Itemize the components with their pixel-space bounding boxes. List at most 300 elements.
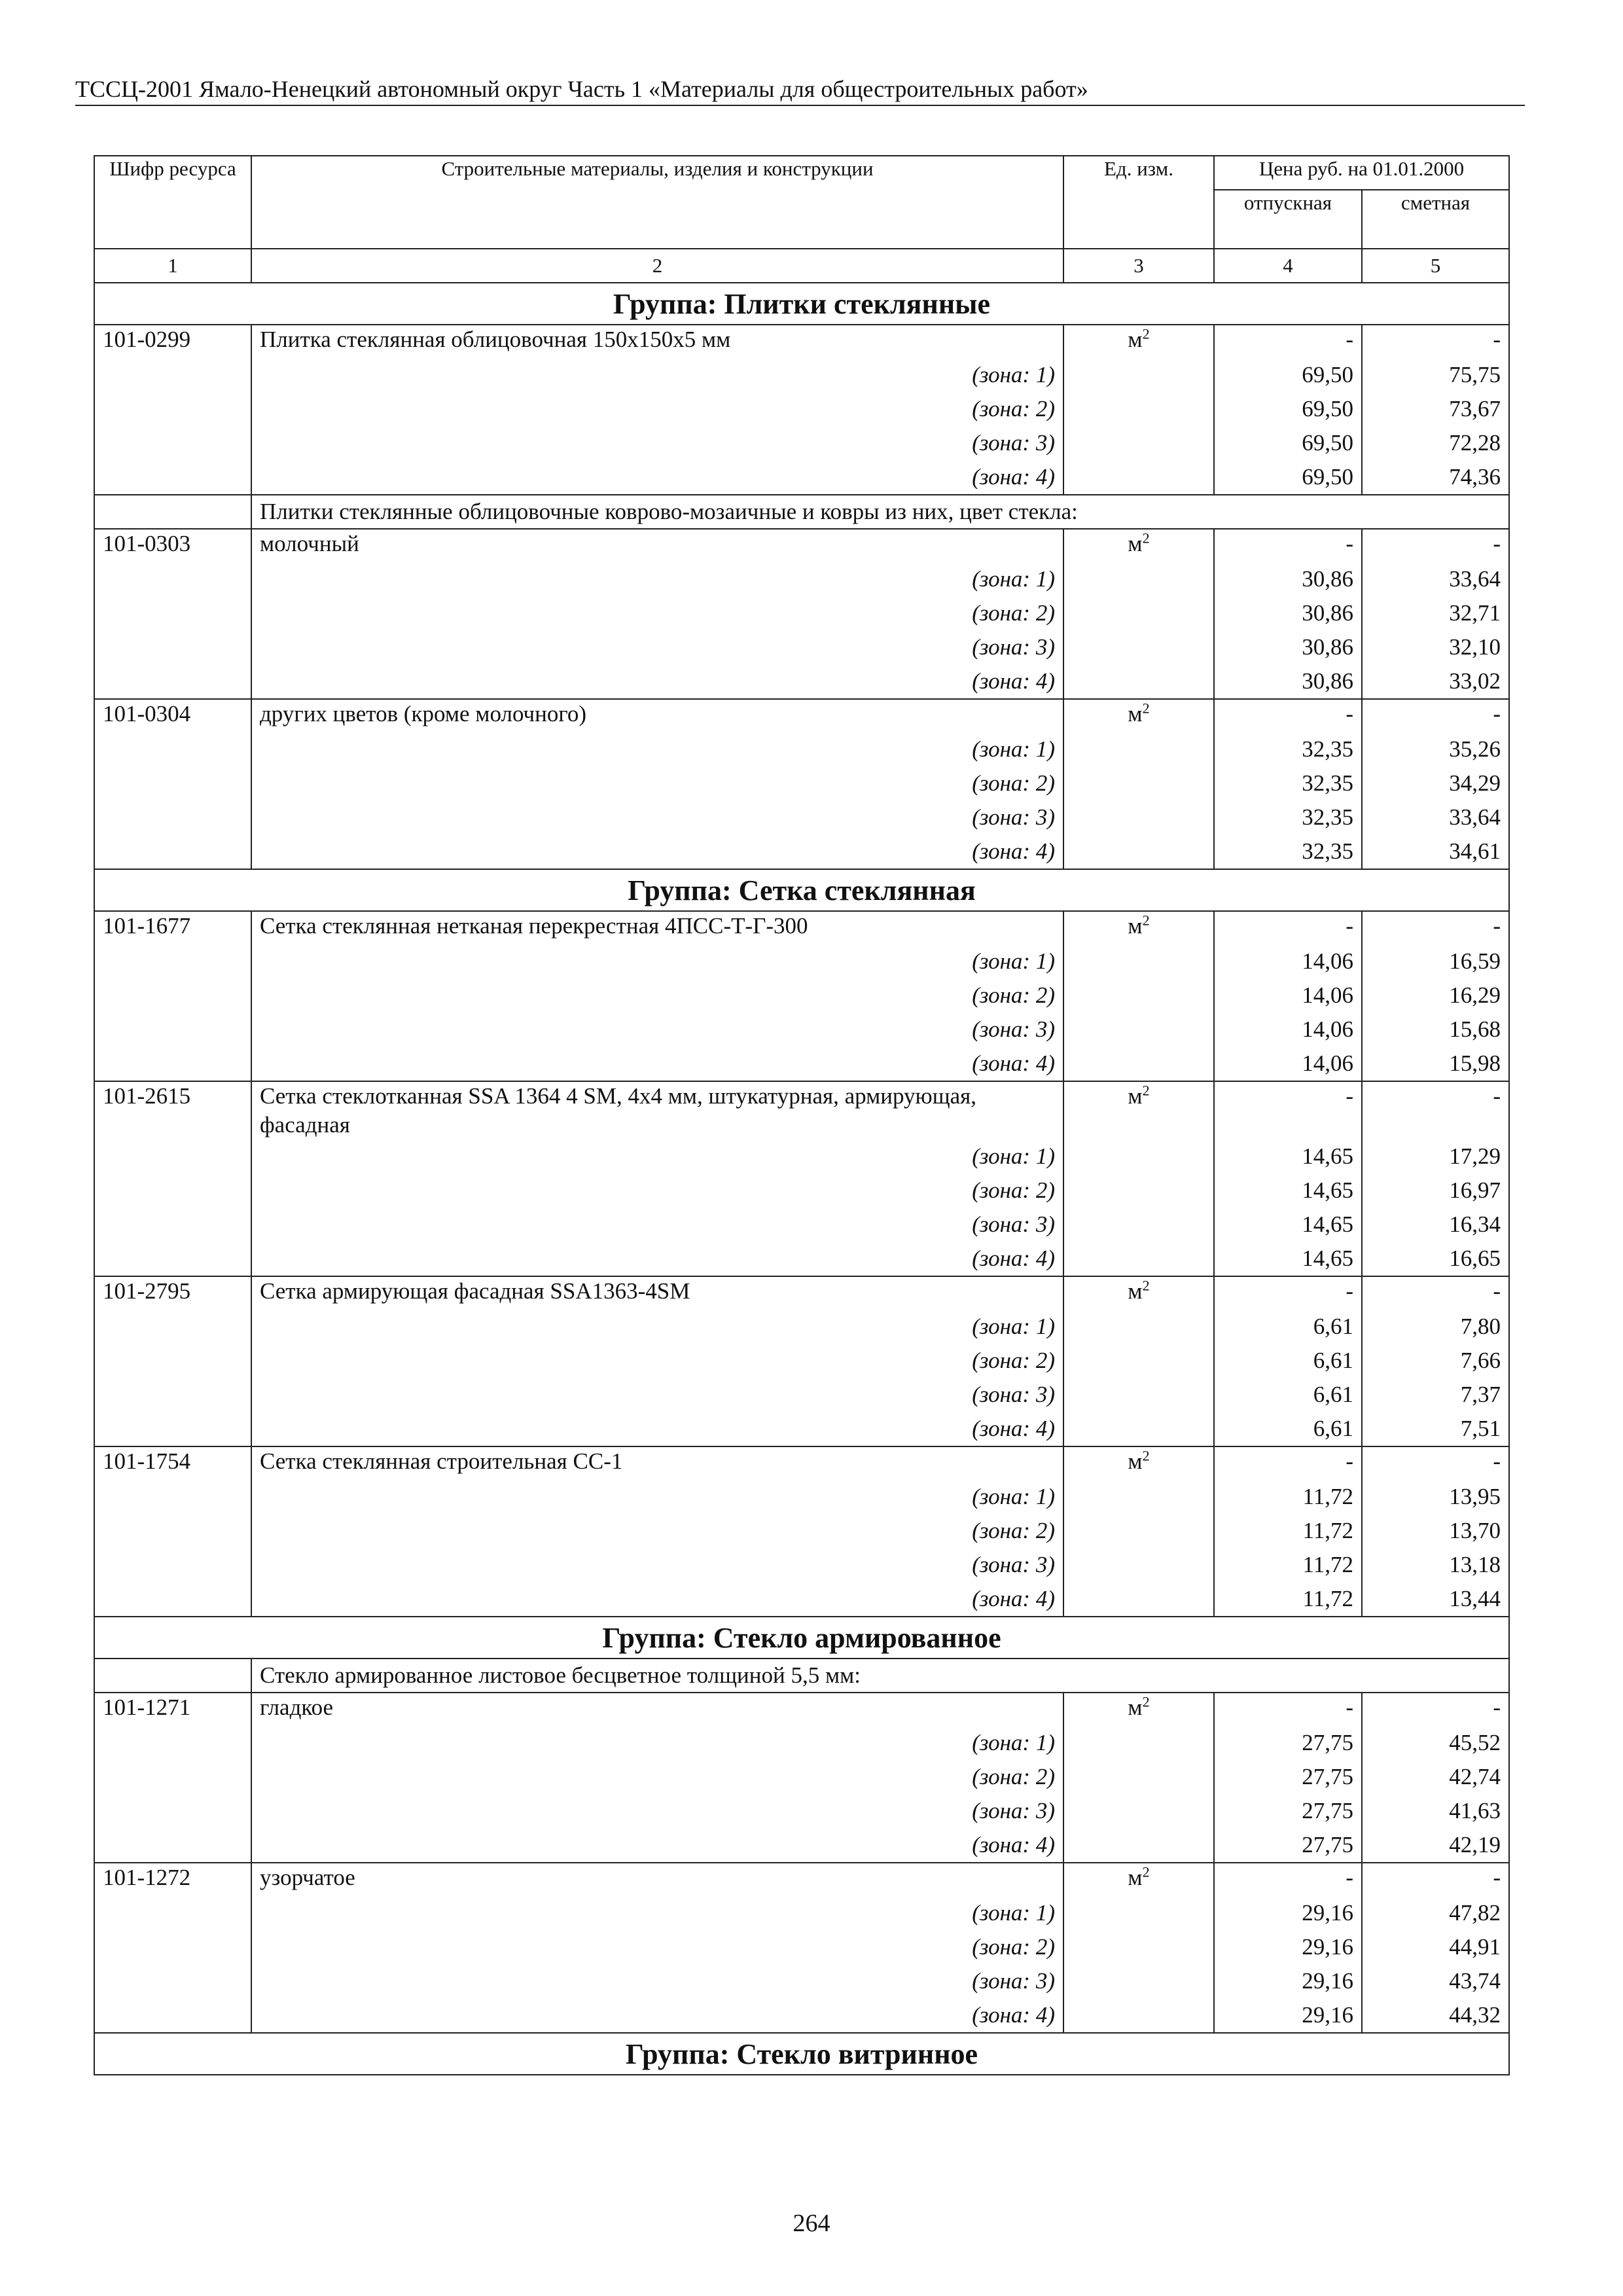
- estimate-price: 47,82: [1362, 1896, 1509, 1930]
- empty-cell: [94, 800, 251, 834]
- zone-label: (зона: 2): [251, 596, 1063, 630]
- empty-cell: [1063, 978, 1214, 1013]
- estimate-price: 42,19: [1362, 1828, 1509, 1863]
- zone-label: (зона: 2): [251, 1514, 1063, 1548]
- estimate-price: 7,66: [1362, 1344, 1509, 1378]
- unit-base: м: [1128, 1695, 1143, 1720]
- resource-code: 101-2795: [94, 1276, 251, 1310]
- zone-label: (зона: 2): [251, 1760, 1063, 1794]
- estimate-price: 15,68: [1362, 1013, 1509, 1047]
- release-price: 14,65: [1214, 1139, 1362, 1174]
- release-price: 14,06: [1214, 1047, 1362, 1081]
- release-price: 11,72: [1214, 1480, 1362, 1514]
- unit-base: м: [1128, 913, 1143, 939]
- zone-row: [94, 834, 1509, 869]
- zone-row: [94, 1964, 1509, 1998]
- resource-code: 101-2615: [94, 1081, 251, 1139]
- resource-code: 101-0303: [94, 529, 251, 562]
- zone-row: [94, 800, 1509, 834]
- header-rule: [75, 105, 1525, 106]
- group-title: Группа: Стекло армированное: [94, 1617, 1509, 1659]
- zone-row: [94, 1047, 1509, 1081]
- release-price: 11,72: [1214, 1582, 1362, 1617]
- group-row: [94, 869, 1509, 911]
- release-price: 14,65: [1214, 1208, 1362, 1242]
- zone-row: [94, 766, 1509, 800]
- release-price: 32,35: [1214, 800, 1362, 834]
- item-row: [94, 1863, 1509, 1896]
- estimate-price: 13,44: [1362, 1582, 1509, 1617]
- release-price: 32,35: [1214, 766, 1362, 800]
- estimate-price: 43,74: [1362, 1964, 1509, 1998]
- empty-cell: [1063, 1828, 1214, 1863]
- zone-row: [94, 978, 1509, 1013]
- empty-cell: [1063, 1378, 1214, 1412]
- release-price: -: [1214, 325, 1362, 358]
- zone-label: (зона: 4): [251, 834, 1063, 869]
- zone-row: [94, 630, 1509, 664]
- empty-cell: [94, 1998, 251, 2033]
- material-name: Плитка стеклянная облицовочная 150x150x5 мм: [251, 325, 1063, 358]
- release-price: 14,65: [1214, 1174, 1362, 1208]
- release-price: 32,35: [1214, 732, 1362, 766]
- col-header-unit: Ед. изм.: [1063, 156, 1214, 249]
- empty-cell: [1063, 1480, 1214, 1514]
- unit-base: м: [1128, 1278, 1143, 1304]
- col-number: 2: [251, 249, 1063, 283]
- unit-exponent: 2: [1142, 529, 1150, 547]
- empty-cell: [94, 562, 251, 596]
- zone-row: [94, 596, 1509, 630]
- estimate-price: 34,61: [1362, 834, 1509, 869]
- empty-cell: [94, 1760, 251, 1794]
- release-price: 29,16: [1214, 1964, 1362, 1998]
- group-title: Группа: Сетка стеклянная: [94, 869, 1509, 911]
- empty-cell: [94, 426, 251, 460]
- estimate-price: 16,59: [1362, 944, 1509, 978]
- zone-label: (зона: 4): [251, 1047, 1063, 1081]
- estimate-price: 35,26: [1362, 732, 1509, 766]
- material-name: других цветов (кроме молочного): [251, 699, 1063, 732]
- release-price: -: [1214, 1693, 1362, 1726]
- zone-label: (зона: 3): [251, 1208, 1063, 1242]
- zone-row: [94, 1726, 1509, 1760]
- zone-row: [94, 944, 1509, 978]
- estimate-price: 16,97: [1362, 1174, 1509, 1208]
- zone-label: (зона: 4): [251, 1828, 1063, 1863]
- estimate-price: -: [1362, 1863, 1509, 1896]
- release-price: 6,61: [1214, 1310, 1362, 1344]
- zone-label: (зона: 1): [251, 1896, 1063, 1930]
- zone-label: (зона: 4): [251, 1242, 1063, 1276]
- empty-cell: [1063, 732, 1214, 766]
- unit-cell: [1063, 1276, 1214, 1310]
- estimate-price: 41,63: [1362, 1794, 1509, 1828]
- col-header-price: Цена руб. на 01.01.2000: [1214, 156, 1509, 190]
- estimate-price: 13,18: [1362, 1548, 1509, 1582]
- zone-label: (зона: 3): [251, 800, 1063, 834]
- release-price: 30,86: [1214, 562, 1362, 596]
- empty-cell: [94, 1412, 251, 1446]
- unit-base: м: [1128, 1448, 1143, 1474]
- zone-label: (зона: 2): [251, 1344, 1063, 1378]
- release-price: 32,35: [1214, 834, 1362, 869]
- unit-exponent: 2: [1142, 325, 1150, 342]
- unit-cell: [1063, 325, 1214, 358]
- release-price: -: [1214, 1446, 1362, 1480]
- resource-code: 101-1272: [94, 1863, 251, 1896]
- zone-label: (зона: 4): [251, 460, 1063, 495]
- estimate-price: 7,37: [1362, 1378, 1509, 1412]
- zone-label: (зона: 1): [251, 358, 1063, 392]
- zone-label: (зона: 3): [251, 426, 1063, 460]
- material-name: узорчатое: [251, 1863, 1063, 1896]
- zone-label: (зона: 2): [251, 978, 1063, 1013]
- zone-row: [94, 1242, 1509, 1276]
- empty-cell: [1063, 1412, 1214, 1446]
- empty-cell: [1063, 392, 1214, 426]
- zone-label: (зона: 3): [251, 1794, 1063, 1828]
- zone-label: (зона: 3): [251, 630, 1063, 664]
- empty-cell: [1063, 1548, 1214, 1582]
- zone-row: [94, 460, 1509, 495]
- zone-label: (зона: 3): [251, 1378, 1063, 1412]
- release-price: 29,16: [1214, 1930, 1362, 1964]
- zone-label: (зона: 4): [251, 1412, 1063, 1446]
- zone-row: [94, 664, 1509, 699]
- estimate-price: -: [1362, 1693, 1509, 1726]
- unit-cell: [1063, 1446, 1214, 1480]
- material-name: гладкое: [251, 1693, 1063, 1726]
- estimate-price: 33,64: [1362, 800, 1509, 834]
- zone-row: [94, 1208, 1509, 1242]
- empty-cell: [1063, 1514, 1214, 1548]
- estimate-price: 42,74: [1362, 1760, 1509, 1794]
- release-price: 11,72: [1214, 1548, 1362, 1582]
- estimate-price: 16,65: [1362, 1242, 1509, 1276]
- release-price: -: [1214, 699, 1362, 732]
- empty-cell: [94, 460, 251, 495]
- zone-row: [94, 732, 1509, 766]
- zone-row: [94, 1794, 1509, 1828]
- material-name: Сетка стеклянная нетканая перекрестная 4ПСС-Т-Г-300: [251, 911, 1063, 944]
- estimate-price: 44,91: [1362, 1930, 1509, 1964]
- zone-label: (зона: 1): [251, 1310, 1063, 1344]
- zone-row: [94, 1828, 1509, 1863]
- unit-cell: [1063, 1081, 1214, 1139]
- release-price: 30,86: [1214, 596, 1362, 630]
- unit-cell: [1063, 1863, 1214, 1896]
- release-price: 6,61: [1214, 1412, 1362, 1446]
- empty-cell: [1063, 1174, 1214, 1208]
- estimate-price: -: [1362, 1446, 1509, 1480]
- zone-row: [94, 1582, 1509, 1617]
- note-text: Стекло армированное листовое бесцветное толщиной 5,5 мм:: [251, 1659, 1509, 1693]
- col-header-code: Шифр ресурса: [94, 156, 251, 249]
- release-price: 27,75: [1214, 1726, 1362, 1760]
- empty-cell: [94, 664, 251, 699]
- unit-base: м: [1128, 327, 1143, 352]
- unit-exponent: 2: [1142, 700, 1150, 717]
- release-price: 29,16: [1214, 1998, 1362, 2033]
- empty-cell: [1063, 1310, 1214, 1344]
- zone-label: (зона: 1): [251, 732, 1063, 766]
- empty-cell: [1063, 1930, 1214, 1964]
- release-price: 29,16: [1214, 1896, 1362, 1930]
- empty-cell: [94, 944, 251, 978]
- unit-exponent: 2: [1142, 1447, 1150, 1464]
- estimate-price: 73,67: [1362, 392, 1509, 426]
- empty-cell: [94, 1013, 251, 1047]
- unit-base: м: [1128, 1083, 1143, 1109]
- zone-label: (зона: 4): [251, 1998, 1063, 2033]
- empty-cell: [94, 732, 251, 766]
- unit-cell: [1063, 911, 1214, 944]
- zone-label: (зона: 1): [251, 944, 1063, 978]
- empty-cell: [94, 978, 251, 1013]
- zone-label: (зона: 1): [251, 1139, 1063, 1174]
- unit-base: м: [1128, 1865, 1143, 1890]
- estimate-price: 16,34: [1362, 1208, 1509, 1242]
- item-row: [94, 911, 1509, 944]
- release-price: 30,86: [1214, 630, 1362, 664]
- estimate-price: -: [1362, 911, 1509, 944]
- estimate-price: 33,02: [1362, 664, 1509, 699]
- release-price: -: [1214, 1081, 1362, 1139]
- estimate-price: 32,71: [1362, 596, 1509, 630]
- empty-cell: [94, 834, 251, 869]
- estimate-price: 13,95: [1362, 1480, 1509, 1514]
- running-header: ТССЦ-2001 Ямало-Ненецкий автономный округ Часть 1 «Материалы для общестроительных работ»: [75, 76, 1088, 102]
- zone-label: (зона: 1): [251, 562, 1063, 596]
- zone-row: [94, 1896, 1509, 1930]
- col-number: 5: [1362, 249, 1509, 283]
- zone-label: (зона: 3): [251, 1964, 1063, 1998]
- empty-cell: [1063, 834, 1214, 869]
- resource-code: 101-0304: [94, 699, 251, 732]
- unit-base: м: [1128, 531, 1143, 556]
- estimate-price: 75,75: [1362, 358, 1509, 392]
- col-header-release: отпускная: [1214, 190, 1362, 249]
- group-row: [94, 1617, 1509, 1659]
- empty-cell: [1063, 1344, 1214, 1378]
- zone-row: [94, 1998, 1509, 2033]
- release-price: 69,50: [1214, 426, 1362, 460]
- unit-cell: [1063, 699, 1214, 732]
- zone-label: (зона: 1): [251, 1726, 1063, 1760]
- item-row: [94, 1693, 1509, 1726]
- empty-cell: [1063, 1013, 1214, 1047]
- empty-cell: [1063, 1242, 1214, 1276]
- unit-exponent: 2: [1142, 1693, 1150, 1710]
- empty-cell: [94, 630, 251, 664]
- estimate-price: 45,52: [1362, 1726, 1509, 1760]
- empty-cell: [1063, 800, 1214, 834]
- empty-cell: [1063, 596, 1214, 630]
- price-table: [94, 155, 1510, 2075]
- zone-label: (зона: 4): [251, 1582, 1063, 1617]
- empty-cell: [1063, 1760, 1214, 1794]
- item-row: [94, 699, 1509, 732]
- empty-cell: [94, 1930, 251, 1964]
- empty-cell: [94, 1964, 251, 1998]
- unit-base: м: [1128, 701, 1143, 726]
- empty-cell: [94, 1828, 251, 1863]
- release-price: 14,06: [1214, 1013, 1362, 1047]
- release-price: 27,75: [1214, 1828, 1362, 1863]
- release-price: 14,65: [1214, 1242, 1362, 1276]
- empty-cell: [94, 1208, 251, 1242]
- release-price: 11,72: [1214, 1514, 1362, 1548]
- unit-cell: [1063, 529, 1214, 562]
- release-price: -: [1214, 1863, 1362, 1896]
- empty-cell: [94, 1659, 251, 1693]
- unit-exponent: 2: [1142, 912, 1150, 929]
- material-name: Сетка стеклянная строительная СС-1: [251, 1446, 1063, 1480]
- page-number: 264: [793, 2210, 830, 2237]
- release-price: -: [1214, 1276, 1362, 1310]
- empty-cell: [94, 596, 251, 630]
- estimate-price: 44,32: [1362, 1998, 1509, 2033]
- empty-cell: [94, 1548, 251, 1582]
- estimate-price: 72,28: [1362, 426, 1509, 460]
- empty-cell: [1063, 1998, 1214, 2033]
- estimate-price: 7,80: [1362, 1310, 1509, 1344]
- estimate-price: -: [1362, 1081, 1509, 1139]
- release-price: 27,75: [1214, 1760, 1362, 1794]
- item-row: [94, 1446, 1509, 1480]
- empty-cell: [94, 766, 251, 800]
- zone-label: (зона: 4): [251, 664, 1063, 699]
- note-row: [94, 1659, 1509, 1693]
- group-title: Группа: Плитки стеклянные: [94, 283, 1509, 325]
- item-row: [94, 529, 1509, 562]
- estimate-price: 15,98: [1362, 1047, 1509, 1081]
- zone-label: (зона: 2): [251, 766, 1063, 800]
- zone-row: [94, 426, 1509, 460]
- table-head: [94, 156, 1509, 283]
- empty-cell: [94, 1582, 251, 1617]
- estimate-price: 17,29: [1362, 1139, 1509, 1174]
- empty-cell: [94, 1480, 251, 1514]
- estimate-price: 7,51: [1362, 1412, 1509, 1446]
- zone-row: [94, 1480, 1509, 1514]
- note-text: Плитки стеклянные облицовочные коврово-мозаичные и ковры из них, цвет стекла:: [251, 495, 1509, 529]
- estimate-price: 74,36: [1362, 460, 1509, 495]
- release-price: 27,75: [1214, 1794, 1362, 1828]
- resource-code: 101-1754: [94, 1446, 251, 1480]
- empty-cell: [94, 1344, 251, 1378]
- release-price: 69,50: [1214, 460, 1362, 495]
- empty-cell: [94, 1378, 251, 1412]
- zone-row: [94, 1548, 1509, 1582]
- zone-row: [94, 562, 1509, 596]
- col-number: 3: [1063, 249, 1214, 283]
- empty-cell: [1063, 1582, 1214, 1617]
- zone-row: [94, 1930, 1509, 1964]
- col-number: 4: [1214, 249, 1362, 283]
- estimate-price: -: [1362, 529, 1509, 562]
- estimate-price: 33,64: [1362, 562, 1509, 596]
- release-price: 30,86: [1214, 664, 1362, 699]
- group-title: Группа: Стекло витринное: [94, 2033, 1509, 2075]
- zone-row: [94, 1760, 1509, 1794]
- release-price: 6,61: [1214, 1344, 1362, 1378]
- empty-cell: [1063, 1208, 1214, 1242]
- empty-cell: [1063, 358, 1214, 392]
- unit-cell: [1063, 1693, 1214, 1726]
- estimate-price: 34,29: [1362, 766, 1509, 800]
- empty-cell: [94, 1514, 251, 1548]
- item-row: [94, 1081, 1509, 1139]
- resource-code: 101-1677: [94, 911, 251, 944]
- note-row: [94, 495, 1509, 529]
- zone-row: [94, 392, 1509, 426]
- unit-exponent: 2: [1142, 1863, 1150, 1880]
- empty-cell: [1063, 562, 1214, 596]
- estimate-price: 16,29: [1362, 978, 1509, 1013]
- zone-row: [94, 1310, 1509, 1344]
- estimate-price: 13,70: [1362, 1514, 1509, 1548]
- estimate-price: 32,10: [1362, 630, 1509, 664]
- release-price: -: [1214, 529, 1362, 562]
- release-price: 69,50: [1214, 358, 1362, 392]
- zone-row: [94, 1378, 1509, 1412]
- resource-code: 101-0299: [94, 325, 251, 358]
- material-name: молочный: [251, 529, 1063, 562]
- empty-cell: [94, 1310, 251, 1344]
- unit-exponent: 2: [1142, 1277, 1150, 1294]
- empty-cell: [94, 1242, 251, 1276]
- empty-cell: [1063, 1794, 1214, 1828]
- item-row: [94, 1276, 1509, 1310]
- empty-cell: [94, 495, 251, 529]
- zone-label: (зона: 3): [251, 1548, 1063, 1582]
- estimate-price: -: [1362, 1276, 1509, 1310]
- zone-label: (зона: 1): [251, 1480, 1063, 1514]
- empty-cell: [94, 1896, 251, 1930]
- estimate-price: -: [1362, 325, 1509, 358]
- col-number: 1: [94, 249, 251, 283]
- zone-label: (зона: 2): [251, 1930, 1063, 1964]
- zone-row: [94, 1174, 1509, 1208]
- empty-cell: [1063, 766, 1214, 800]
- zone-label: (зона: 2): [251, 392, 1063, 426]
- empty-cell: [94, 1794, 251, 1828]
- empty-cell: [94, 1139, 251, 1174]
- empty-cell: [1063, 630, 1214, 664]
- group-row: [94, 283, 1509, 325]
- release-price: 6,61: [1214, 1378, 1362, 1412]
- empty-cell: [1063, 664, 1214, 699]
- empty-cell: [94, 358, 251, 392]
- col-header-name: Строительные материалы, изделия и конструкции: [251, 156, 1063, 249]
- estimate-price: -: [1362, 699, 1509, 732]
- col-header-estimate: сметная: [1362, 190, 1509, 249]
- zone-row: [94, 358, 1509, 392]
- empty-cell: [94, 392, 251, 426]
- empty-cell: [94, 1726, 251, 1760]
- group-row: [94, 2033, 1509, 2075]
- zone-row: [94, 1514, 1509, 1548]
- empty-cell: [94, 1047, 251, 1081]
- table-body: [94, 283, 1509, 2075]
- empty-cell: [1063, 460, 1214, 495]
- zone-label: (зона: 2): [251, 1174, 1063, 1208]
- zone-label: (зона: 3): [251, 1013, 1063, 1047]
- release-price: 69,50: [1214, 392, 1362, 426]
- empty-cell: [1063, 1896, 1214, 1930]
